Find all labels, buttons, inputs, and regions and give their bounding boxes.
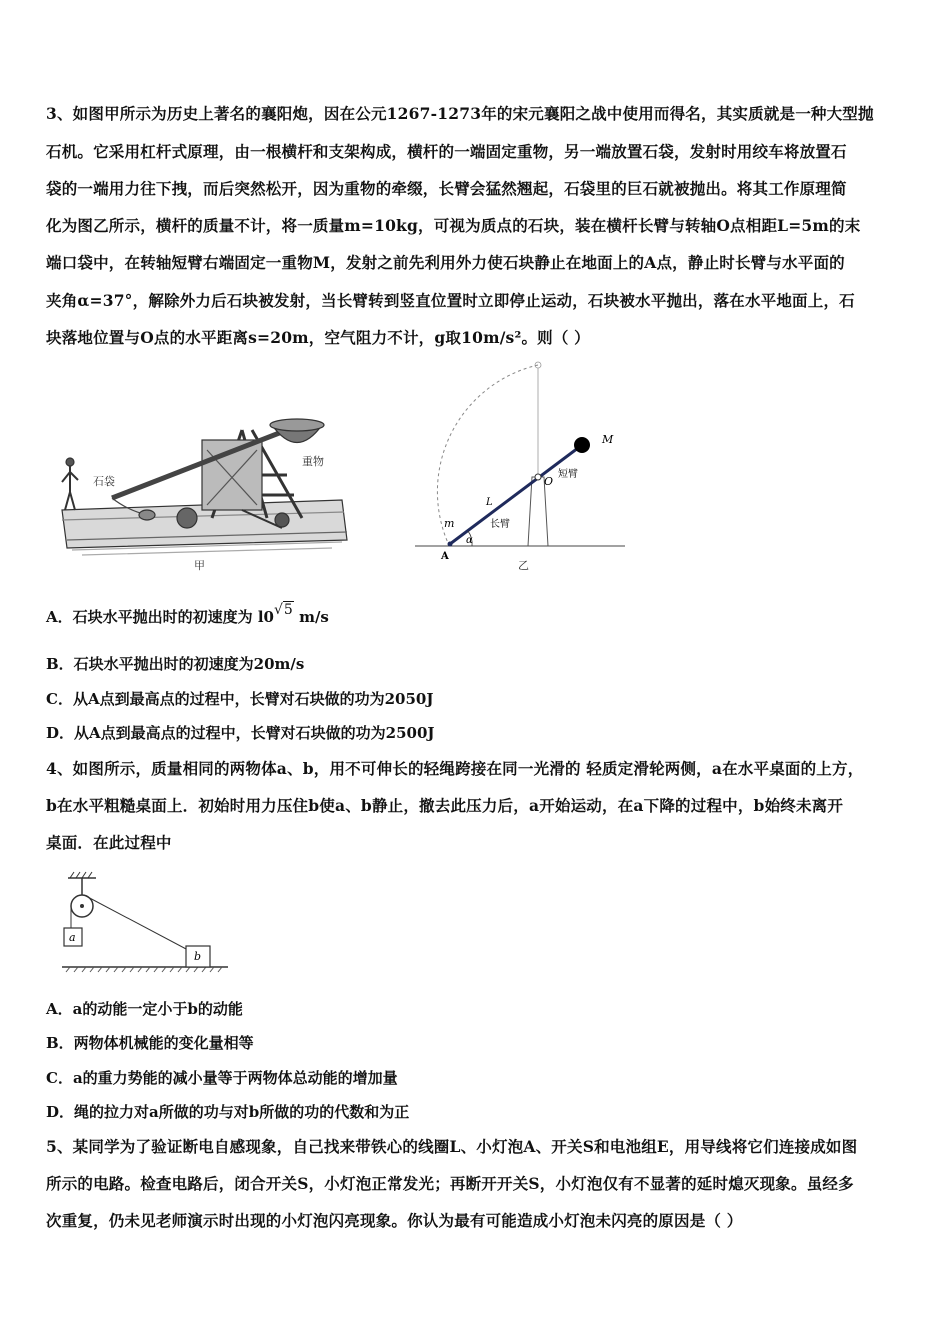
q3-option-b: B．石块水平抛出时的初速度为20m/s (46, 655, 305, 673)
q3-option-c: C．从A点到最高点的过程中，长臂对石块做的功为2050J (46, 690, 434, 708)
fig-yi-label-L: L (486, 497, 493, 508)
q3-line-3: 袋的一端用力往下拽，而后突然松开，因为重物的牵缀，长臂会猛然翘起，石袋里的巨石就被抛出。将其工作原理简 (46, 179, 847, 198)
q4-option-a: A．a的动能一定小于b的动能 (46, 1000, 243, 1018)
q5-line-3: 次重复，仍未见老师演示时出现的小灯泡闪亮现象。你认为最有可能造成小灯泡未闪亮的原因是（ ） (46, 1211, 743, 1230)
q5-line-2: 所示的电路。检查电路后，闭合开关S，小灯泡正常发光；再断开开关S，小灯泡仅有不显著的延时熄灭现象。虽经多 (46, 1174, 854, 1193)
q3-option-a (46, 602, 329, 627)
lever-schematic (410, 355, 640, 565)
fig-yi-label-m: m (444, 517, 455, 530)
fig-yi-label-short-arm: 短臂 (558, 469, 578, 480)
q4-option-c: C．a的重力势能的减小量等于两物体总动能的增加量 (46, 1069, 398, 1087)
q3-line-2: 石机。它采用杠杆式原理，由一根横杆和支架构成，横杆的一端固定重物，另一端放置石袋，发射时用绞车将放置石 (46, 142, 847, 161)
fig-yi-label-A: A (441, 551, 449, 562)
q4-option-b: B．两物体机械能的变化量相等 (46, 1034, 254, 1052)
q3-line-1: 3、如图甲所示为历史上著名的襄阳炮，因在公元1267-1273年的宋元襄阳之战中使用而得名，其实质就是一种大型抛 (46, 104, 874, 123)
label-stone-bag: 石袋 (93, 475, 115, 488)
fig-yi-label-long-arm: 长臂 (490, 519, 510, 530)
fig-yi-label-O: O (544, 475, 554, 488)
q3-line-6: 夹角α=37°，解除外力后石块被发射，当长臂转到竖直位置时立即停止运动，石块被水平抛出，落在水平地面上，石 (46, 291, 855, 310)
block-a-label: a (69, 931, 76, 944)
label-weight: 重物 (302, 455, 324, 468)
fig-jia-caption: 甲 (194, 559, 205, 572)
q3-option-d: D．从A点到最高点的过程中，长臂对石块做的功为2500J (46, 724, 435, 742)
block-b-label: b (194, 950, 202, 963)
fig-yi-label-M: M (602, 433, 614, 446)
fig-yi-caption: 乙 (518, 559, 529, 572)
q3-line-4: 化为图乙所示，横杆的质量不计，将一质量m=10kg，可视为质点的石块，装在横杆长臂与转轴O点相距L=5m的末 (46, 216, 861, 235)
sqrt-radicand: 5 (283, 602, 293, 618)
q4-line-2: b在水平粗糙桌面上．初始时用力压住b使a、b静止，撤去此压力后，a开始运动，在a下降的过程中，b始终未离开 (46, 796, 844, 815)
q3-option-a-text: A．石块水平抛出时的初速度为 l0 (46, 608, 274, 626)
q3-line-5: 端口袋中，在转轴短臂右端固定一重物M，发射之前先利用外力使石块静止在地面上的A点，静止时长臂与水平面的 (46, 253, 845, 272)
q4-line-3: 桌面．在此过程中 (46, 833, 172, 852)
fig-yi-label-alpha: α (466, 535, 473, 546)
q4-line-1: 4、如图所示，质量相同的两物体a、b，用不可伸长的轻绳跨接在同一光滑的 轻质定滑轮两侧，a在水平桌面的上方， (46, 759, 864, 778)
q4-option-d: D．绳的拉力对a所做的功与对b所做的功的代数和为正 (46, 1103, 410, 1121)
sqrt-expression: √5 (274, 602, 293, 618)
q3-option-a-unit: m/s (293, 608, 329, 626)
q5-line-1: 5、某同学为了验证断电自感现象，自己找来带铁心的线圈L、小灯泡A、开关S和电池组E，用导线将它们连接成如图 (46, 1137, 858, 1156)
q3-line-7: 块落地位置与O点的水平距离s=20m，空气阻力不计，g取10m/s²。则（ ） (46, 328, 590, 347)
pulley-diagram (60, 868, 230, 976)
